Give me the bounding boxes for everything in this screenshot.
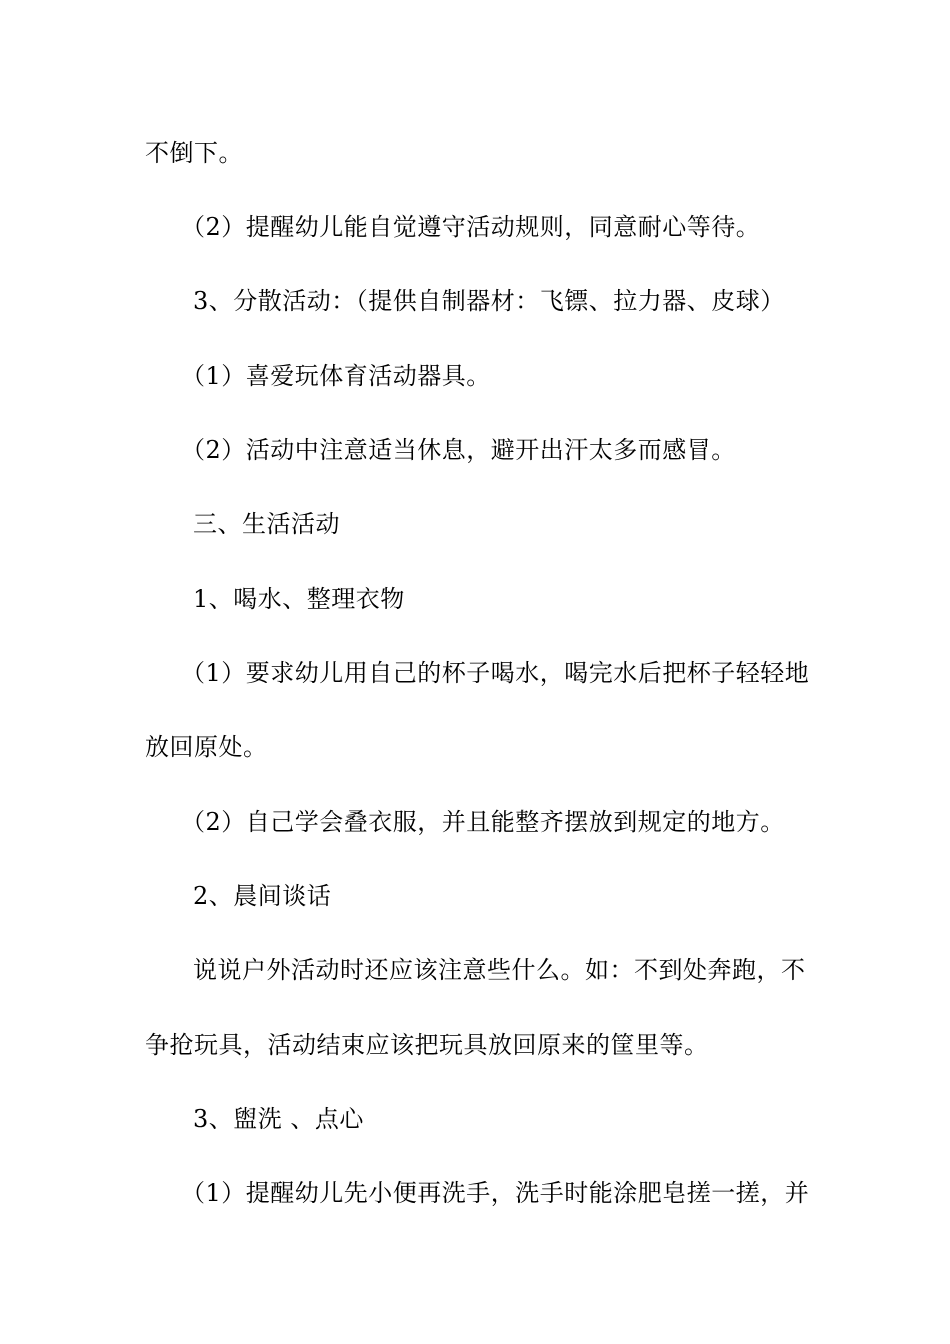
subheading-1: 1、喝水、整理衣物 <box>193 585 405 613</box>
text-line-12: 说说户外活动时还应该注意些什么。如：不到处奔跑，不 <box>193 956 806 984</box>
text-line-10: （2）自己学会叠衣服，并且能整齐摆放到规定的地方。 <box>181 808 785 836</box>
text-line-5: （2）活动中注意适当休息，避开出汗太多而感冒。 <box>181 436 736 464</box>
section-heading: 三、生活活动 <box>193 510 340 538</box>
text-line-15: （1）提醒幼儿先小便再洗手，洗手时能涂肥皂搓一搓，并 <box>181 1179 810 1207</box>
text-line-9: 放回原处。 <box>145 733 268 761</box>
text-line-13: 争抢玩具，活动结束应该把玩具放回原来的筐里等。 <box>145 1031 709 1059</box>
text-line-1: 不倒下。 <box>145 139 243 167</box>
text-line-8: （1）要求幼儿用自己的杯子喝水，喝完水后把杯子轻轻地 <box>181 659 810 687</box>
text-line-4: （1）喜爱玩体育活动器具。 <box>181 362 491 390</box>
text-line-2: （2）提醒幼儿能自觉遵守活动规则，同意耐心等待。 <box>181 213 761 241</box>
subheading-3: 3、盥洗 、点心 <box>193 1105 364 1133</box>
text-line-3: 3、分散活动：（提供自制器材：飞镖、拉力器、皮球） <box>193 287 785 315</box>
subheading-2: 2、晨间谈话 <box>193 882 332 910</box>
